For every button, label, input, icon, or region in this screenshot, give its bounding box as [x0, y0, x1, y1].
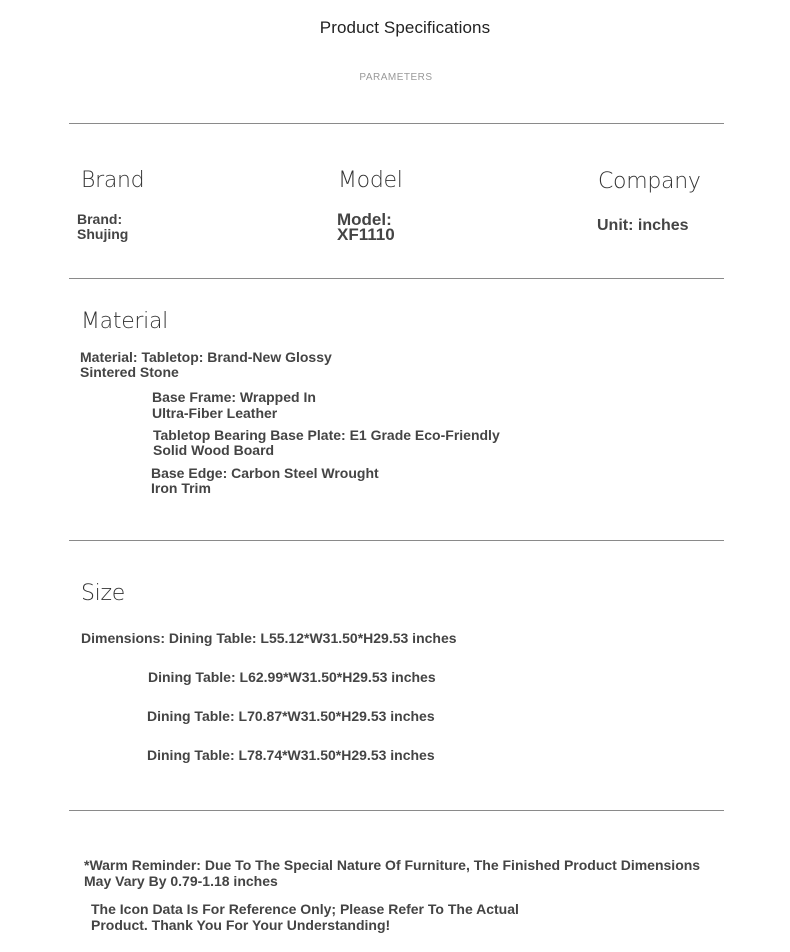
page-title: Product Specifications — [319, 18, 491, 37]
material-item-line: Tabletop Bearing Base Plate: E1 Grade Eco-Friendly — [153, 427, 500, 443]
material-item — [151, 466, 379, 496]
brand-heading: Brand — [81, 168, 145, 193]
model-label: Model: — [337, 210, 392, 229]
reference-note — [91, 901, 519, 933]
brand-label: Brand: — [77, 211, 123, 227]
material-item-line: Solid Wood Board — [153, 442, 275, 458]
size-item: Dining Table: L78.74*W31.50*H29.53 inches — [147, 747, 435, 763]
brand-name: Shujing — [77, 226, 129, 242]
size-item: Dining Table: L70.87*W31.50*H29.53 inches — [147, 708, 435, 724]
divider — [69, 278, 724, 279]
size-heading: Size — [81, 581, 125, 606]
material-item — [152, 389, 316, 421]
page-subtitle: PARAMETERS — [359, 72, 433, 83]
material-item-line: Ultra-Fiber Leather — [152, 405, 278, 421]
material-item-line: Base Edge: Carbon Steel Wrought — [151, 465, 379, 481]
model-number: XF1110 — [337, 225, 395, 244]
material-heading: Material — [81, 309, 168, 334]
divider — [69, 540, 724, 541]
material-item-line: Material: Tabletop: Brand-New Glossy — [80, 349, 332, 365]
size-item: Dining Table: L62.99*W31.50*H29.53 inches — [148, 669, 436, 685]
material-item-line: Sintered Stone — [80, 364, 179, 380]
unit-value: Unit: inches — [597, 217, 689, 234]
warm-reminder-line: May Vary By 0.79-1.18 inches — [84, 873, 278, 889]
material-item — [153, 428, 500, 458]
divider — [69, 810, 724, 811]
reference-note-line: The Icon Data Is For Reference Only; Please Refer To The Actual — [91, 901, 519, 917]
size-item: Dimensions: Dining Table: L55.12*W31.50*H29.53 inches — [81, 630, 457, 646]
material-item-line: Base Frame: Wrapped In — [152, 389, 316, 405]
model-heading: Model — [338, 168, 403, 193]
material-item — [80, 350, 332, 380]
model-value — [337, 212, 395, 242]
warm-reminder — [84, 857, 700, 889]
material-item-line: Iron Trim — [151, 480, 211, 496]
company-heading: Company — [598, 169, 701, 194]
warm-reminder-line: *Warm Reminder: Due To The Special Nature Of Furniture, The Finished Product Dimensions — [84, 857, 701, 873]
brand-value — [77, 212, 128, 242]
reference-note-line: Product. Thank You For Your Understanding! — [91, 917, 391, 933]
divider — [69, 123, 724, 124]
